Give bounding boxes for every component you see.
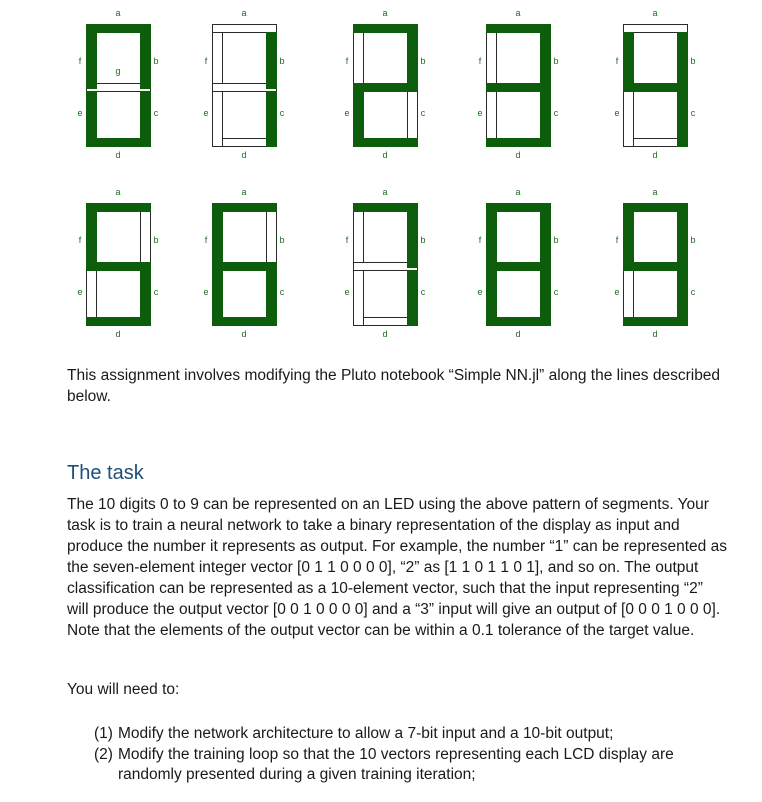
segment-label-g: g	[115, 66, 121, 76]
segment-a-off	[624, 25, 688, 33]
segment-label-e: e	[477, 287, 483, 297]
segment-e-off	[213, 92, 223, 147]
segment-label-a: a	[515, 187, 521, 197]
segment-label-d: d	[115, 150, 121, 160]
segment-a-on	[87, 204, 151, 212]
segment-label-d: d	[241, 329, 247, 339]
segment-f-off	[354, 212, 364, 268]
segment-label-b: b	[690, 235, 696, 245]
segment-label-e: e	[614, 108, 620, 118]
segment-c-on	[267, 92, 277, 147]
segment-e-on	[354, 92, 364, 147]
segment-label-c: c	[420, 287, 426, 297]
segment-label-f: f	[345, 235, 349, 245]
segment-label-c: c	[553, 287, 559, 297]
segment-f-on	[87, 212, 97, 268]
segment-label-d: d	[115, 329, 121, 339]
segment-label-f: f	[615, 56, 619, 66]
segment-g-on	[624, 84, 688, 92]
segment-label-d: d	[382, 329, 388, 339]
segment-d-on	[624, 318, 688, 326]
segment-b-on	[541, 212, 551, 268]
segment-f-on	[624, 212, 634, 268]
segment-label-f: f	[615, 235, 619, 245]
segment-label-a: a	[382, 8, 388, 18]
segment-label-d: d	[652, 150, 658, 160]
segment-label-e: e	[203, 287, 209, 297]
segment-f-on	[487, 212, 497, 268]
segment-label-b: b	[420, 56, 426, 66]
segment-f-off	[354, 33, 364, 89]
segment-label-f: f	[204, 56, 208, 66]
segment-label-d: d	[652, 329, 658, 339]
segment-label-a: a	[241, 187, 247, 197]
step-item	[94, 724, 724, 745]
step-number: (2)	[94, 745, 113, 763]
segment-g-on	[487, 263, 551, 271]
segment-label-a: a	[382, 187, 388, 197]
segment-label-c: c	[153, 108, 159, 118]
intro-paragraph: This assignment involves modifying the Pluto notebook “Simple NN.jl” along the lines described below.	[67, 367, 721, 405]
segment-a-on	[354, 25, 418, 33]
digit-0	[77, 8, 158, 160]
segment-label-b: b	[153, 56, 159, 66]
segment-label-c: c	[279, 287, 285, 297]
segment-label-c: c	[690, 287, 696, 297]
digit-1	[203, 8, 284, 160]
segment-label-f: f	[478, 235, 482, 245]
segment-d-on	[87, 318, 151, 326]
segment-label-d: d	[515, 150, 521, 160]
segment-label-b: b	[553, 56, 559, 66]
segment-label-a: a	[115, 8, 121, 18]
segment-g-on	[487, 84, 551, 92]
digit-8	[477, 187, 558, 339]
segment-b-on	[141, 33, 151, 89]
segment-label-c: c	[553, 108, 559, 118]
segment-e-on	[487, 271, 497, 326]
segment-label-d: d	[515, 329, 521, 339]
segment-b-on	[408, 33, 418, 89]
segment-label-e: e	[614, 287, 620, 297]
segment-label-b: b	[553, 235, 559, 245]
digit-4	[614, 8, 695, 160]
segment-a-on	[624, 204, 688, 212]
task-heading: The task	[67, 462, 144, 484]
segment-label-c: c	[153, 287, 159, 297]
segment-label-a: a	[652, 187, 658, 197]
segment-label-b: b	[279, 56, 285, 66]
segment-label-e: e	[344, 287, 350, 297]
segment-label-f: f	[345, 56, 349, 66]
segment-g-on	[87, 263, 151, 271]
segment-label-b: b	[690, 56, 696, 66]
segment-a-on	[487, 204, 551, 212]
segment-f-on	[87, 33, 97, 89]
step-item	[94, 745, 724, 786]
segment-label-e: e	[203, 108, 209, 118]
segment-label-b: b	[420, 235, 426, 245]
segment-a-on	[354, 204, 418, 212]
segment-b-on	[678, 33, 688, 89]
segment-e-on	[213, 271, 223, 326]
segment-label-b: b	[279, 235, 285, 245]
segment-b-on	[678, 212, 688, 268]
segment-label-c: c	[420, 108, 426, 118]
segment-a-on	[213, 204, 277, 212]
segment-label-a: a	[115, 187, 121, 197]
segment-label-e: e	[344, 108, 350, 118]
segment-g-on	[354, 84, 418, 92]
segment-f-on	[213, 212, 223, 268]
segment-label-e: e	[477, 108, 483, 118]
segment-g-on	[624, 263, 688, 271]
segment-label-f: f	[78, 235, 82, 245]
digit-6	[203, 187, 284, 339]
task-paragraph: The 10 digits 0 to 9 can be represented on an LED using the above pattern of segments. Your task is to train a neural network to take a binary representation of the display as input and produce the number it represents as output. For example, the number “1” can be represented as the seven-element integer vector [0 1 1 0 0 0 0], “2” as [1 1 0 1 1 0 1], and so on. The output classification can be represented as a 10-element vector, such that the input representing “2” will produce the output vector [0 0 1 0 0 0 0] and a “3” input will give an output of [0 0 0 1 0 0 0]. Note that the elements of the output vector can be within a 0.1 tolerance of the target value.	[67, 496, 727, 639]
step-text: Modify the network architecture to allow a 7-bit input and a 10-bit output;	[118, 725, 614, 742]
segment-label-a: a	[652, 8, 658, 18]
segment-f-off	[213, 33, 223, 89]
segment-a-on	[87, 25, 151, 33]
segment-label-f: f	[204, 235, 208, 245]
segment-display-figure	[0, 0, 762, 350]
digit-2	[344, 8, 425, 160]
segment-label-e: e	[77, 108, 83, 118]
steps-list	[94, 724, 724, 786]
digit-7	[344, 187, 425, 339]
segment-e-off	[624, 92, 634, 147]
segment-label-a: a	[515, 8, 521, 18]
need-intro: You will need to:	[67, 681, 180, 698]
step-number: (1)	[94, 725, 113, 742]
segment-a-on	[487, 25, 551, 33]
segment-label-a: a	[241, 8, 247, 18]
segment-b-off	[141, 212, 151, 268]
segment-b-on	[267, 33, 277, 89]
segment-label-c: c	[690, 108, 696, 118]
segment-label-d: d	[241, 150, 247, 160]
segment-b-on	[408, 212, 418, 268]
segment-e-off	[354, 271, 364, 326]
segment-label-b: b	[153, 235, 159, 245]
segment-label-c: c	[279, 108, 285, 118]
digit-9	[614, 187, 695, 339]
segment-c-on	[678, 92, 688, 147]
segment-label-e: e	[77, 287, 83, 297]
segment-f-off	[487, 33, 497, 89]
step-text: Modify the training loop so that the 10 vectors representing each LCD display are randomly presented during a given training iteration;	[118, 745, 674, 783]
segment-label-f: f	[478, 56, 482, 66]
segment-d-on	[487, 139, 551, 147]
segment-b-on	[541, 33, 551, 89]
segment-c-on	[408, 271, 418, 326]
digit-5	[77, 187, 158, 339]
segment-a-off	[213, 25, 277, 33]
digit-3	[477, 8, 558, 160]
segment-e-on	[87, 92, 97, 147]
segment-g-on	[213, 263, 277, 271]
segment-f-on	[624, 33, 634, 89]
segment-label-f: f	[78, 56, 82, 66]
segment-label-d: d	[382, 150, 388, 160]
segment-b-off	[267, 212, 277, 268]
